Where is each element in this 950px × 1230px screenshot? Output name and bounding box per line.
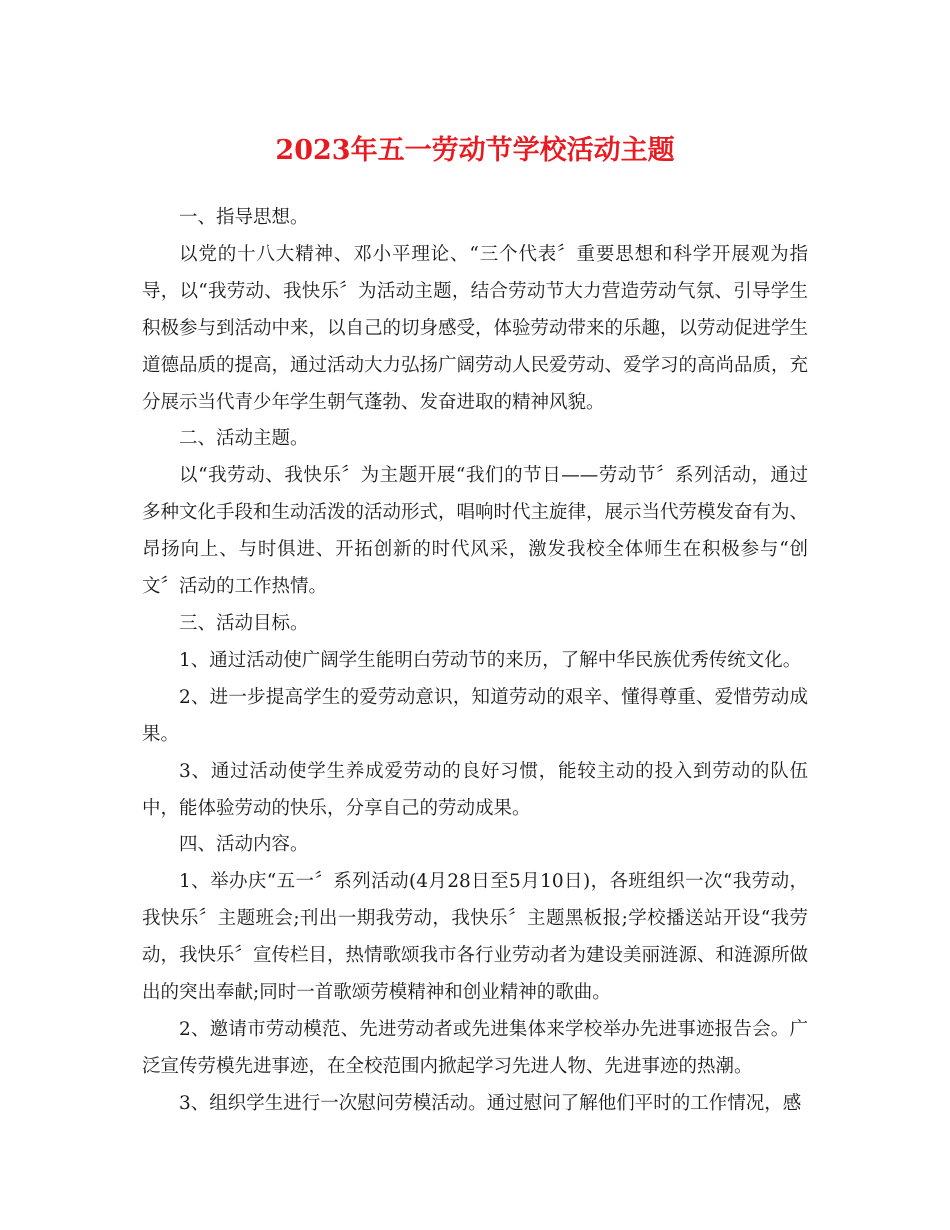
list-item-content-1: 1、举办庆“五一〞系列活动(4月28日至5月10日)，各班组织一次“我劳动，我快乐〞主题班会;刊出一期我劳动，我快乐〞主题黑板报;学校播送站开设“我劳动，我快乐〞宣传栏目，热情歌颂我市各行业劳动者为建设美丽涟源、和涟源所做出的突出奉献;同时一首歌颂劳模精神和创业精神的歌曲。 <box>142 871 809 1004</box>
list-item-goal-1: 1、通过活动使广阔学生能明白劳动节的来历，了解中华民族优秀传统文化。 <box>179 649 802 671</box>
section-heading-activity-goals: 三、活动目标。 <box>179 612 309 634</box>
list-item-content-3: 3、组织学生进行一次慰问劳模活动。通过慰问了解他们平时的工作情况，感 <box>179 1092 802 1114</box>
paragraph-activity-theme: 以“我劳动、我快乐〞为主题开展“我们的节日——劳动节〞系列活动，通过多种文化手段和生动活泼的活动形式，唱响时代主旋律，展示当代劳模发奋有为、昂扬向上、与时俱进、开拓创新的时代风采，激发我校全体师生在积极参与“创文〞活动的工作热情。 <box>142 465 809 598</box>
document-body <box>142 200 808 1123</box>
document-title: 2023年五一劳动节学校活动主题 <box>275 135 675 166</box>
section-heading-activity-content: 四、活动内容。 <box>179 834 309 856</box>
section-heading-guiding-ideology: 一、指导思想。 <box>179 207 309 228</box>
list-item-goal-2: 2、进一步提高学生的爱劳动意识，知道劳动的艰辛、懂得尊重、爱惜劳动成果。 <box>142 686 808 745</box>
list-item-content-2: 2、邀请市劳动模范、先进劳动者或先进集体来学校举办先进事迹报告会。广泛宣传劳模先进事迹，在全校范围内掀起学习先进人物、先进事迹的热潮。 <box>142 1018 808 1077</box>
list-item-goal-3: 3、通过活动使学生养成爱劳动的良好习惯，能较主动的投入到劳动的队伍中，能体验劳动的快乐，分享自己的劳动成果。 <box>142 760 808 819</box>
paragraph-guiding-ideology: 以党的十八大精神、邓小平理论、“三个代表〞重要思想和科学开展观为指导，以“我劳动、我快乐〞为活动主题，结合劳动节大力营造劳动气氛、引导学生积极参与到活动中来，以自己的切身感受，体验劳动带来的乐趣，以劳动促进学生道德品质的提高，通过活动大力弘扬广阔劳动人民爱劳动、爱学习的高尚品质，充分展示当代青少年学生朝气蓬勃、发奋进取的精神风貌。 <box>142 243 809 413</box>
section-heading-activity-theme: 二、活动主题。 <box>179 428 309 450</box>
